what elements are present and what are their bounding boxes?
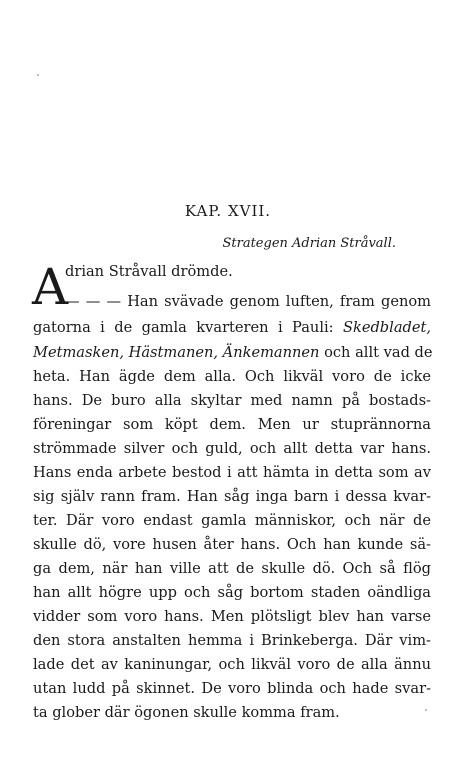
text-line-9: Hans enda arbete bestod i att hämta in detta som av: [33, 464, 431, 481]
paper-speck: [37, 74, 39, 76]
text-line-16: den stora anstalten hemma i Brinkeberga. Där vim-: [33, 632, 431, 649]
text-italic: Metmasken, Hästmanen, Änkemannen: [33, 344, 320, 361]
text-line-11: ter. Där voro endast gamla människor, och när de: [33, 512, 431, 529]
text-line-15: vidder som voro hans. Men plötsligt blev han varse: [33, 608, 431, 625]
text-line-12: skulle dö, vore husen åter hans. Och han kunde sä-: [33, 536, 431, 553]
text-line-1: drian Stråvall drömde.: [65, 263, 233, 280]
text-line-5: heta. Han ägde dem alla. Och likväl voro de icke: [33, 368, 431, 385]
text-line-13: ga dem, när han ville att de skulle dö. Och så flög: [33, 560, 431, 577]
text-line-17: lade det av kaninungar, och likväl voro de alla ännu: [33, 656, 431, 673]
text-line-10: sig själv rann fram. Han såg inga barn i dessa kvar-: [33, 488, 431, 505]
text-line-4: Metmasken, Hästmanen, Änkemannen och allt vad de: [33, 344, 433, 361]
text-line-19: ta glober där ögonen skulle komma fram.: [33, 704, 340, 721]
text-line-7: föreningar som köpt dem. Men ur stuprännorna: [33, 416, 431, 433]
text-line-18: utan ludd på skinnet. De voro blinda och hade svar-: [33, 680, 431, 697]
text-line-3: gatorna i de gamla kvarteren i Pauli: Skedbladet,: [33, 319, 431, 336]
text-line-14: han allt högre upp och såg bortom staden oändliga: [33, 584, 431, 601]
text-italic: Skedbladet,: [342, 319, 431, 336]
chapter-subtitle: Strategen Adrian Stråvall.: [222, 236, 396, 251]
text-line-6: hans. De buro alla skyltar med namn på bostads-: [33, 392, 431, 409]
drop-cap: A: [32, 258, 69, 316]
text-line-2: — — — Han svävade genom luften, fram genom: [65, 293, 431, 310]
chapter-heading: KAP. XVII.: [184, 202, 272, 220]
text-line-8: strömmade silver och guld, och allt detta var hans.: [33, 440, 431, 457]
paper-speck: [425, 709, 427, 711]
